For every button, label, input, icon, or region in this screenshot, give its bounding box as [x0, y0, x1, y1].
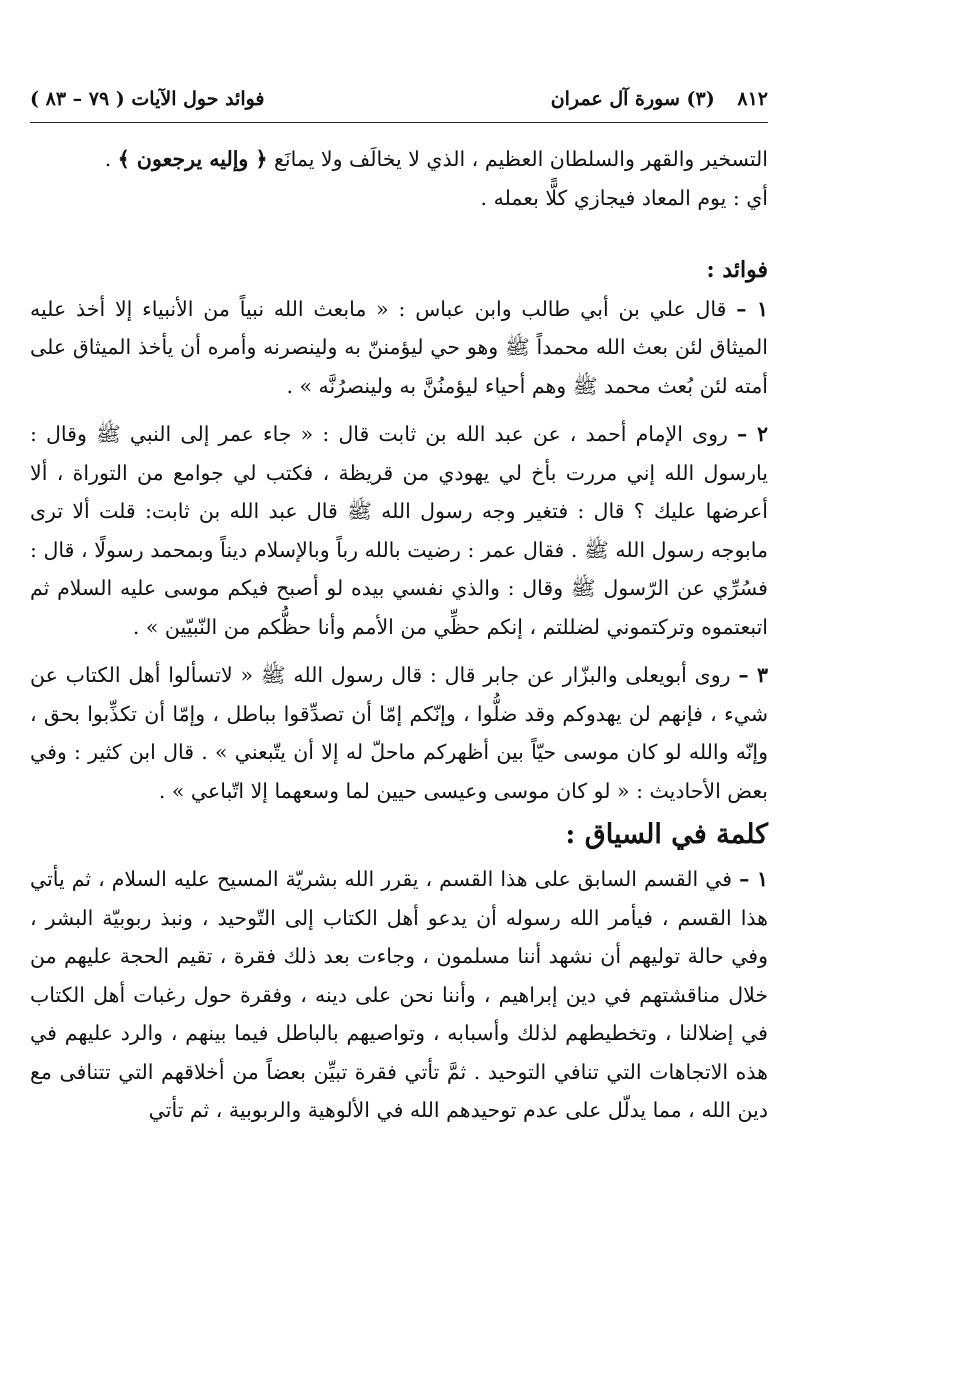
intro-line-1: التسخير والقهر والسلطان العظيم ، الذي لا يخالَف ولا يمانَع ﴿ وإليه يرجعون ﴾ . [104, 147, 768, 171]
spacer [30, 405, 768, 415]
surah-title: (٣) سورة آل عمران [550, 88, 715, 110]
header-rule [30, 122, 768, 123]
fawaid-paragraph-2: ٢ – روى الإمام أحمد ، عن عبد الله بن ثابت قال : « جاء عمر إلى النبي ﷺ وقال : يارسول الله إني مررت بأخ لي يهودي من قريظة ، فكتب لي جوامع من التوراة ، ألا أعرضها عليك ؟ قال : فتغير وجه رسول الله ﷺ قال عبد الله بن ثابت: قلت ألا ترى مابوجه رسول الله ﷺ . فقال عمر : رضيت بالله رباً وبالإسلام ديناً وبمحمد رسولًا ، قال : فسُرِّي عن الرّسول ﷺ وقال : والذي نفسي بيده لو أصبح فيكم موسى عليه السلام ثم اتبعتموه وتركتموني لضللتم ، إنكم حظِّي من الأمم وأنا حظُّكم من النّبيّين » . [30, 422, 768, 639]
running-header [30, 82, 768, 116]
fawaid-heading: فوائد : [706, 257, 768, 283]
spacer [30, 217, 768, 251]
page-body [30, 140, 768, 1130]
section-title: فوائد حول الآيات ( ٧٩ – ٨٣ ) [30, 88, 265, 110]
quran-verse: ﴿ وإليه يرجعون ﴾ [117, 147, 268, 171]
header-right [551, 88, 768, 110]
page-number: ٨١٢ [737, 88, 768, 110]
siyaq-paragraph-1: ١ – في القسم السابق على هذا القسم ، يقرر الله بشريّة المسيح عليه السلام ، ثم يأتي هذا القسم ، فيأمر الله رسوله أن يدعو أهل الكتاب إلى التّوحيد ، ونبذ ربوبيّة البشر ، وفي حالة توليهم أن نشهد أننا مسلمون ، وجاءت بعد ذلك فقرة ، تقيم الحجة عليهم من خلال مناقشتهم في دين إبراهيم ، وأننا نحن على دينه ، وفقرة حول رغبات أهل الكتاب في إضلالنا ، وتخطيطهم لذلك وأسبابه ، وتواصيهم بالباطل فيما بينهم ، والرد عليهم في هذه الاتجاهات التي تنافي التوحيد . ثمَّ تأتي فقرة تبيِّن بعضاً من أخلاقهم التي تتنافى مع دين الله ، مما يدلّل على عدم توحيدهم الله في الألوهية والربوبية ، ثم تأتي [30, 867, 768, 1122]
fawaid-paragraph-3: ٣ – روى أبويعلى والبزّار عن جابر قال : قال رسول الله ﷺ « لاتسألوا أهل الكتاب عن شيء ، فإنهم لن يهدوكم وقد ضلُّوا ، وإنّكم إمّا أن تصدِّقوا بباطل ، وإمّا أن تكذِّبوا بحق ، وإنّه والله لو كان موسى حيّاً بين أظهركم ماحلّ له إلا أن يتّبعني » . قال ابن كثير : وفي بعض الأحاديث : « لو كان موسى وعيسى حيين لما وسعهما إلا اتّباعي » . [30, 663, 768, 803]
intro-line-2: أي : يوم المعاد فيجازي كلًّا بعمله . [480, 185, 768, 210]
spacer [30, 646, 768, 656]
siyaq-heading: كلمة في السياق : [565, 819, 768, 850]
fawaid-paragraph-1: ١ – قال علي بن أبي طالب وابن عباس : « مابعث الله نبياً من الأنبياء إلا أخذ عليه الميثاق لئن بعث الله محمداً ﷺ وهو حي ليؤمننّ به ولينصرنه وأمره أن يأخذ الميثاق على أمته لئن بُعث محمد ﷺ وهم أحياء ليؤمنُنَّ به ولينصرُنَّه » . [30, 296, 768, 398]
